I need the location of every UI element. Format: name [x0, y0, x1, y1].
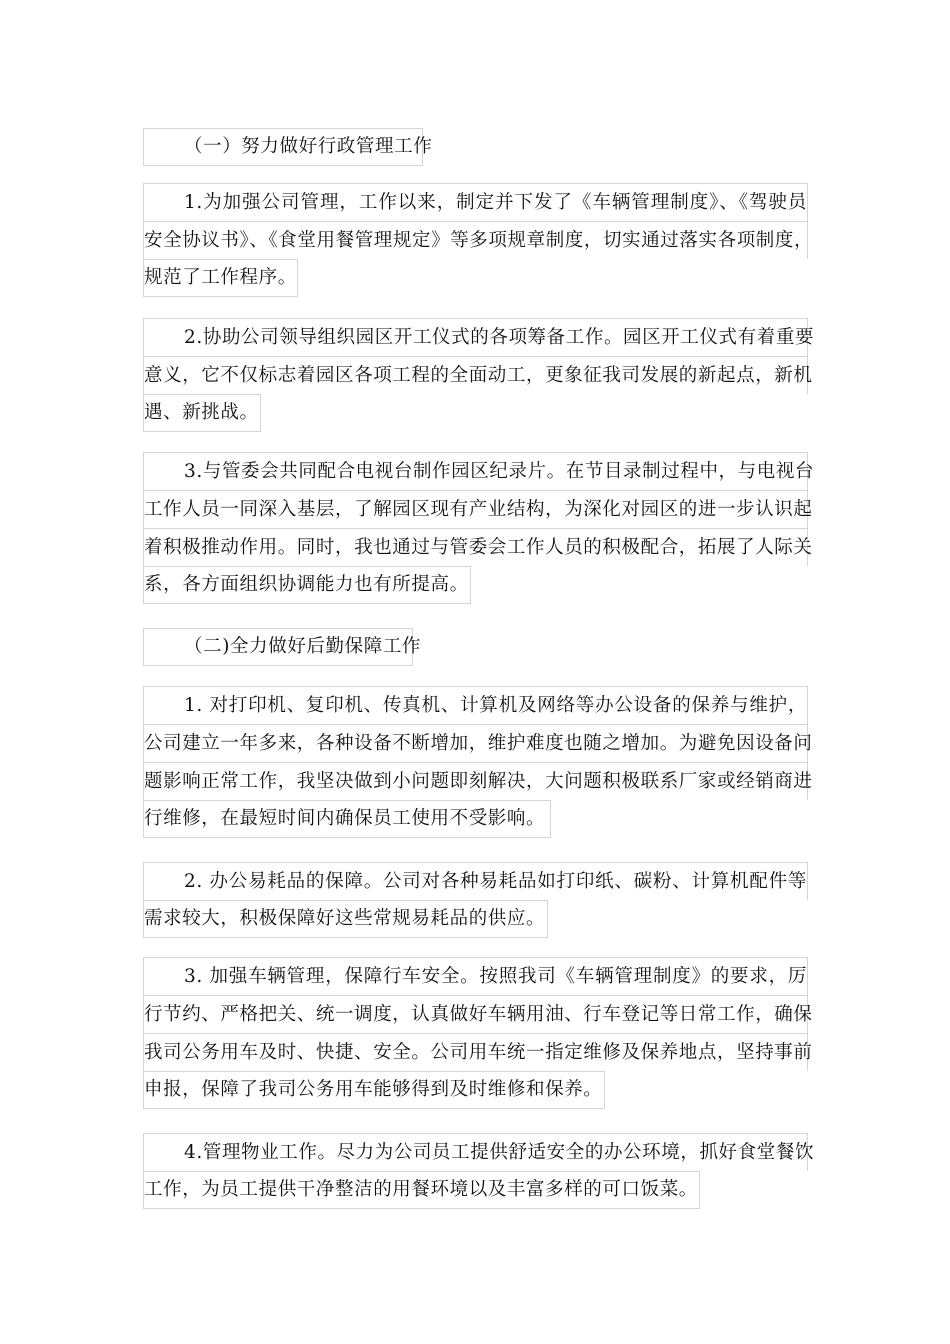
paragraph-line: 工作，为员工提供干净整洁的用餐环境以及丰富多样的可口饭菜。 — [144, 1178, 698, 1200]
paragraph-6 — [143, 957, 813, 1109]
paragraph-line: 1.为加强公司管理，工作以来，制定并下发了《车辆管理制度》、《驾驶员 — [184, 191, 807, 213]
section-heading-1 — [143, 128, 433, 166]
paragraph-line: 1. 对打印机、复印机、传真机、计算机及网络等办公设备的保养与维护， — [184, 694, 807, 716]
paragraph-line: 2. 办公易耗品的保障。公司对各种易耗品如打印纸、碳粉、计算机配件等 — [184, 870, 807, 892]
paragraph-line: 题影响正常工作，我坚决做到小问题即刻解决，大问题积极联系厂家或经销商进 — [144, 770, 813, 792]
paragraph-line: 公司建立一年多来，各种设备不断增加，维护难度也随之增加。为避免因设备问 — [144, 732, 813, 754]
paragraph-3 — [143, 452, 815, 604]
paragraph-line: 需求较大，积极保障好这些常规易耗品的供应。 — [144, 907, 546, 929]
paragraph-line: 系，各方面组织协调能力也有所提高。 — [144, 573, 469, 595]
heading-text: （二)全力做好后勤保障工作 — [184, 635, 422, 657]
section-heading-2 — [143, 628, 422, 666]
paragraph-1 — [143, 183, 814, 297]
paragraph-7 — [143, 1133, 815, 1209]
paragraph-line: 工作人员一同深入基层，了解园区现有产业结构，为深化对园区的进一步认识起 — [144, 498, 813, 520]
paragraph-line: 申报，保障了我司公务用车能够得到及时维修和保养。 — [144, 1078, 603, 1100]
paragraph-line: 行维修，在最短时间内确保员工使用不受影响。 — [144, 807, 546, 829]
paragraph-line: 4.管理物业工作。尽力为公司员工提供舒适安全的办公环境，抓好食堂餐饮 — [184, 1141, 815, 1163]
paragraph-line: 2.协助公司领导组织园区开工仪式的各项筹备工作。园区开工仪式有着重要 — [184, 326, 815, 348]
paragraph-line: 安全协议书》、《食堂用餐管理规定》等多项规章制度，切实通过落实各项制度， — [144, 229, 814, 251]
paragraph-line: 规范了工作程序。 — [144, 266, 297, 288]
paragraph-line: 3.与管委会共同配合电视台制作园区纪录片。在节目录制过程中，与电视台 — [184, 460, 815, 482]
paragraph-line: 3. 加强车辆管理，保障行车安全。按照我司《车辆管理制度》的要求，厉 — [184, 965, 807, 987]
heading-text: （一）努力做好行政管理工作 — [184, 135, 433, 157]
paragraph-line: 意义，它不仅标志着园区各项工程的全面动工，更象征我司发展的新起点，新机 — [144, 364, 813, 386]
paragraph-line: 我司公务用车及时、快捷、安全。公司用车统一指定维修及保养地点，坚持事前 — [144, 1041, 813, 1063]
paragraph-line: 行节约、严格把关、统一调度，认真做好车辆用油、行车登记等日常工作，确保 — [144, 1003, 813, 1025]
paragraph-line: 着积极推动作用。同时，我也通过与管委会工作人员的积极配合，拓展了人际关 — [144, 536, 813, 558]
paragraph-2 — [143, 318, 815, 432]
paragraph-5 — [143, 862, 808, 938]
paragraph-line: 遇、新挑战。 — [144, 401, 259, 423]
paragraph-4 — [143, 686, 813, 838]
